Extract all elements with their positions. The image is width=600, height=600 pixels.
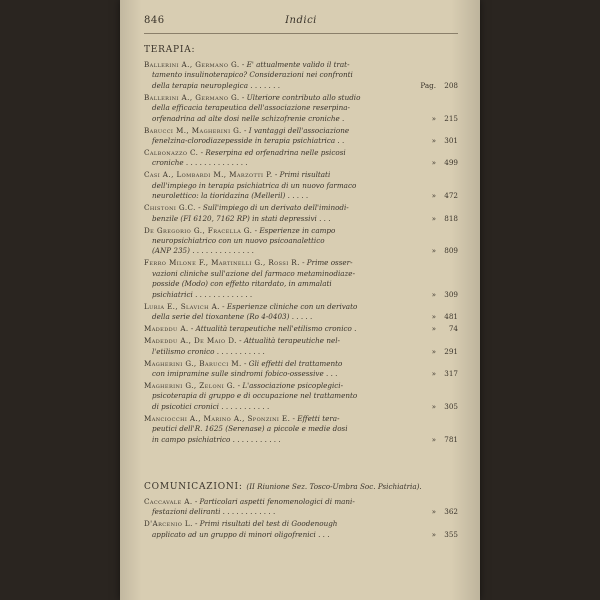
entry-authors: Magherini G., Barucci M. (144, 358, 242, 368)
entry-line (144, 126, 418, 136)
entry-separator: - (239, 60, 247, 69)
section-comunicazioni (144, 481, 458, 542)
entry-separator: - (239, 92, 247, 102)
entry-title: della terapia neuroplegica (152, 80, 248, 90)
leader-dots: . . . (323, 368, 338, 378)
leader-dots: . . . . . . . . . . . (230, 434, 281, 444)
index-entry (144, 336, 458, 357)
page-prefix: » (431, 434, 436, 444)
leader-dots: . . . . . . . . . . . (214, 346, 265, 356)
entry-line (144, 336, 418, 346)
entry-list (144, 497, 458, 540)
entry-line (144, 226, 418, 236)
page-reference (418, 290, 458, 300)
page-reference (418, 347, 458, 357)
index-entry (144, 497, 458, 518)
page-number-ref: 309 (444, 289, 458, 299)
page-prefix: » (431, 529, 436, 539)
entry-separator: - (299, 258, 307, 268)
entry-authors: Magherini G., Zeloni G. (144, 380, 236, 390)
entry-line (144, 136, 418, 146)
entry-line (144, 236, 418, 246)
entry-title: I vantaggi dell'associazione (248, 125, 350, 135)
entry-line (144, 290, 418, 300)
entry-separator: - (290, 413, 298, 423)
entry-separator: - (188, 324, 196, 334)
entry-authors: Casi A., Lombardi M., Marzotti P. (144, 170, 273, 180)
leader-dots: . . . . . (285, 191, 309, 201)
entry-line (144, 435, 418, 445)
leader-dots: . . (335, 136, 345, 146)
entry-line (144, 93, 418, 103)
entry-authors: Madeddu A. (144, 324, 189, 334)
header-rule (144, 33, 458, 34)
entry-title: Ulteriore contributo allo studio (246, 92, 361, 102)
page-number-ref: 208 (444, 80, 458, 90)
entry-line (144, 246, 418, 256)
entry-line (144, 279, 418, 289)
leader-dots: . . . . . (289, 312, 313, 322)
page-number-ref: 305 (444, 401, 458, 411)
entry-title: croniche (152, 158, 184, 168)
entry-title: Esperienze cliniche con un derivato (226, 301, 358, 311)
entry-separator: - (241, 125, 249, 135)
entry-title: della serie del tioxantene (Ro 4-0403) (152, 312, 290, 322)
entry-title: peutici dell'R. 1625 (Serenase) a piccole e medie dosi (152, 424, 348, 434)
section-heading (144, 481, 458, 493)
entry-line (144, 359, 418, 369)
page-reference (418, 312, 458, 322)
entry-title: Sull'impiego di un derivato dell'iminodi- (202, 203, 349, 213)
index-entry (144, 519, 458, 540)
entry-line (144, 148, 418, 158)
page-prefix: » (431, 346, 436, 356)
page-prefix: » (431, 136, 436, 146)
leader-dots: . . . (316, 213, 331, 223)
entry-line (144, 203, 418, 213)
entry-authors: Caccavale A. (144, 497, 193, 506)
entry-list (144, 60, 458, 445)
entry-line (144, 170, 418, 180)
entry-title: orfenadrina ad alte dosi nelle schizofrenie croniche (152, 113, 340, 123)
page-reference (418, 246, 458, 256)
entry-line (144, 424, 418, 434)
leader-dots: . (339, 113, 345, 123)
entry-line (144, 324, 418, 334)
index-entry (144, 170, 458, 201)
entry-title: della efficacia terapeutica dell'associazione reserpina- (152, 103, 350, 113)
entry-line (144, 158, 418, 168)
page-reference (418, 191, 458, 201)
index-entry (144, 359, 458, 380)
page-number-ref: 317 (444, 368, 458, 378)
entry-authors: Luria E., Slavich A. (144, 301, 220, 311)
entry-separator: - (195, 203, 203, 213)
index-entry (144, 60, 458, 91)
entry-title: tamento insulinoterapico? Considerazioni nei confronti (152, 70, 353, 80)
index-entry (144, 324, 458, 334)
leader-dots: . . . . . . . . . . . . . (192, 289, 253, 299)
index-entry (144, 381, 458, 412)
entry-line (144, 507, 418, 517)
entry-separator: - (219, 301, 227, 311)
entry-separator: - (252, 225, 260, 235)
page-number-ref: 301 (444, 136, 458, 146)
leader-dots: . (351, 324, 357, 334)
entry-line (144, 269, 418, 279)
index-entry (144, 258, 458, 300)
entry-line (144, 519, 418, 529)
entry-separator: - (235, 380, 243, 390)
page-reference (418, 369, 458, 379)
entry-authors: Barucci M., Magherini G. (144, 125, 242, 135)
page-reference (418, 324, 458, 334)
entry-title: Effetti tera- (297, 413, 340, 423)
page-number-ref: 472 (444, 191, 458, 201)
leader-dots: . . . . . . . . . . . (218, 401, 270, 411)
page-reference (418, 507, 458, 517)
entry-authors: Madeddu A., De Maio D. (144, 336, 237, 346)
leader-dots: . . . . . . . . . . . . . . (183, 158, 248, 168)
entry-line (144, 191, 418, 201)
entry-authors: Ballerini A., Germano G. (144, 60, 240, 69)
page-number-ref: 291 (444, 346, 458, 356)
index-entry (144, 148, 458, 169)
index-entry (144, 203, 458, 224)
entry-title: l'etilismo cronico (152, 346, 215, 356)
entry-title: festazioni deliranti (152, 507, 221, 517)
entry-line (144, 391, 418, 401)
entry-line (144, 381, 418, 391)
entry-authors: De Gregorio G., Fracella G. (144, 225, 253, 235)
page-number-ref: 809 (444, 246, 458, 256)
entry-title: Primi risultati del test di Goodenough (199, 519, 338, 529)
page-prefix: » (431, 401, 436, 411)
page-prefix: » (431, 246, 436, 256)
entry-line (144, 181, 418, 191)
entry-title: L'associazione psicoplegici- (242, 380, 344, 390)
page-prefix: » (431, 368, 436, 378)
page-number-ref: 215 (444, 113, 458, 123)
entry-authors: Manciocchi A., Marino A., Sponzini E. (144, 413, 291, 423)
entry-line (144, 402, 418, 412)
page-number-ref: 481 (444, 312, 458, 322)
entry-title: dell'impiego in terapia psichiatrica di un nuovo farmaco (152, 180, 357, 190)
book-page (120, 0, 480, 600)
page-prefix: » (431, 158, 436, 168)
entry-separator: - (192, 497, 200, 506)
index-entry (144, 414, 458, 445)
entry-authors: Chistoni G.C. (144, 203, 196, 213)
entry-line (144, 414, 418, 424)
entry-title: con imipramine sulle sindromi fobico-ossessive (152, 368, 324, 378)
entry-separator: - (192, 519, 200, 529)
section-terapia (144, 44, 458, 447)
page-number-ref: 362 (444, 507, 458, 517)
entry-title: Gli effetti del trattamento (248, 358, 343, 368)
leader-dots: . . . (315, 529, 330, 539)
index-entry (144, 226, 458, 257)
running-header (144, 12, 458, 32)
entry-separator: - (241, 358, 249, 368)
page-reference (418, 435, 458, 445)
entry-title: Particolari aspetti fenomenologici di mani- (199, 497, 355, 506)
page-number: 846 (144, 15, 165, 26)
page-number-ref: 781 (444, 434, 458, 444)
page-prefix: » (431, 507, 436, 517)
entry-title: fenelzina-clorodiazepesside in terapia psichiatrica (152, 136, 336, 146)
entry-title: neurolettico: la tioridazina (Melleril) (152, 191, 286, 201)
page-reference (418, 81, 458, 91)
index-entry (144, 302, 458, 323)
entry-title: applicato ad un gruppo di minori oligofrenici (152, 529, 316, 539)
page-prefix: » (431, 289, 436, 299)
page-prefix: » (431, 312, 436, 322)
entry-title: (ANP 235) (152, 246, 190, 256)
section-heading-note: (II Riunione Sez. Tosco-Umbra Soc. Psichiatria). (246, 482, 422, 491)
index-entry (144, 126, 458, 147)
section-heading-text: TERAPIA: (144, 45, 196, 55)
entry-authors: Ballerini A., Germano G. (144, 92, 240, 102)
entry-title: Attualità terapeutiche nell'etilismo cronico (195, 324, 352, 334)
page-reference (418, 136, 458, 146)
entry-title: E' attualmente valido il trat- (246, 60, 350, 69)
entry-title: vazioni cliniche sull'azione del farmaco metaminodiaze- (152, 268, 355, 278)
entry-title: posside (Modo) con effetto ritardato, in ammalati (152, 279, 332, 289)
entry-line (144, 81, 418, 91)
page-prefix: » (431, 213, 436, 223)
page-reference (418, 214, 458, 224)
entry-title: Prime osser- (306, 258, 353, 268)
leader-dots: . . . . . . . (248, 80, 280, 90)
page-reference (418, 158, 458, 168)
entry-title: Reserpina ed orfenadrina nelle psicosi (205, 148, 346, 158)
entry-authors: Calbonazzo C. (144, 148, 199, 158)
entry-separator: - (272, 170, 280, 180)
entry-line (144, 103, 418, 113)
entry-separator: - (236, 336, 244, 346)
page-prefix: » (431, 324, 436, 334)
entry-title: benzile (FI 6120, 7162 RP) in stati depressivi (152, 213, 317, 223)
section-heading-text: COMUNICAZIONI: (144, 482, 243, 492)
running-title: Indici (285, 15, 317, 26)
entry-authors: Ferro Milone F., Martinelli G., Rossi R. (144, 258, 300, 268)
entry-line (144, 347, 418, 357)
entry-separator: - (198, 148, 206, 158)
entry-line (144, 530, 418, 540)
entry-line (144, 497, 418, 507)
leader-dots: . . . . . . . . . . . . . . (189, 246, 254, 256)
index-entry (144, 93, 458, 124)
entry-authors: D'Arcenio L. (144, 519, 193, 529)
entry-line (144, 258, 418, 268)
entry-title: neuropsichiatrico con un nuovo psicoanalettico (152, 236, 325, 246)
leader-dots: . . . . . . . . . . . . (220, 507, 276, 517)
page-prefix: Pag. (420, 80, 436, 90)
entry-line (144, 70, 418, 80)
page-number-ref: 499 (444, 158, 458, 168)
entry-title: Esperienze in campo (259, 225, 336, 235)
page-number-ref: 355 (444, 529, 458, 539)
entry-line (144, 302, 418, 312)
page-prefix: » (431, 113, 436, 123)
page-number-ref: 74 (448, 324, 458, 334)
entry-title: psicoterapia di gruppo e di occupazione nel trattamento (152, 391, 358, 401)
page-reference (418, 402, 458, 412)
entry-title: psichiatrici (152, 289, 193, 299)
entry-line (144, 369, 418, 379)
entry-title: Attualità terapeutiche nel- (243, 336, 340, 346)
page-prefix: » (431, 191, 436, 201)
page-number-ref: 818 (444, 213, 458, 223)
page-reference (418, 114, 458, 124)
entry-title: Primi risultati (279, 170, 331, 180)
entry-line (144, 60, 418, 70)
entry-title: in campo psichiatrico (152, 434, 231, 444)
entry-line (144, 312, 418, 322)
entry-title: di psicotici cronici (152, 401, 219, 411)
entry-line (144, 114, 418, 124)
entry-line (144, 214, 418, 224)
page-reference (418, 530, 458, 540)
section-heading (144, 44, 458, 56)
